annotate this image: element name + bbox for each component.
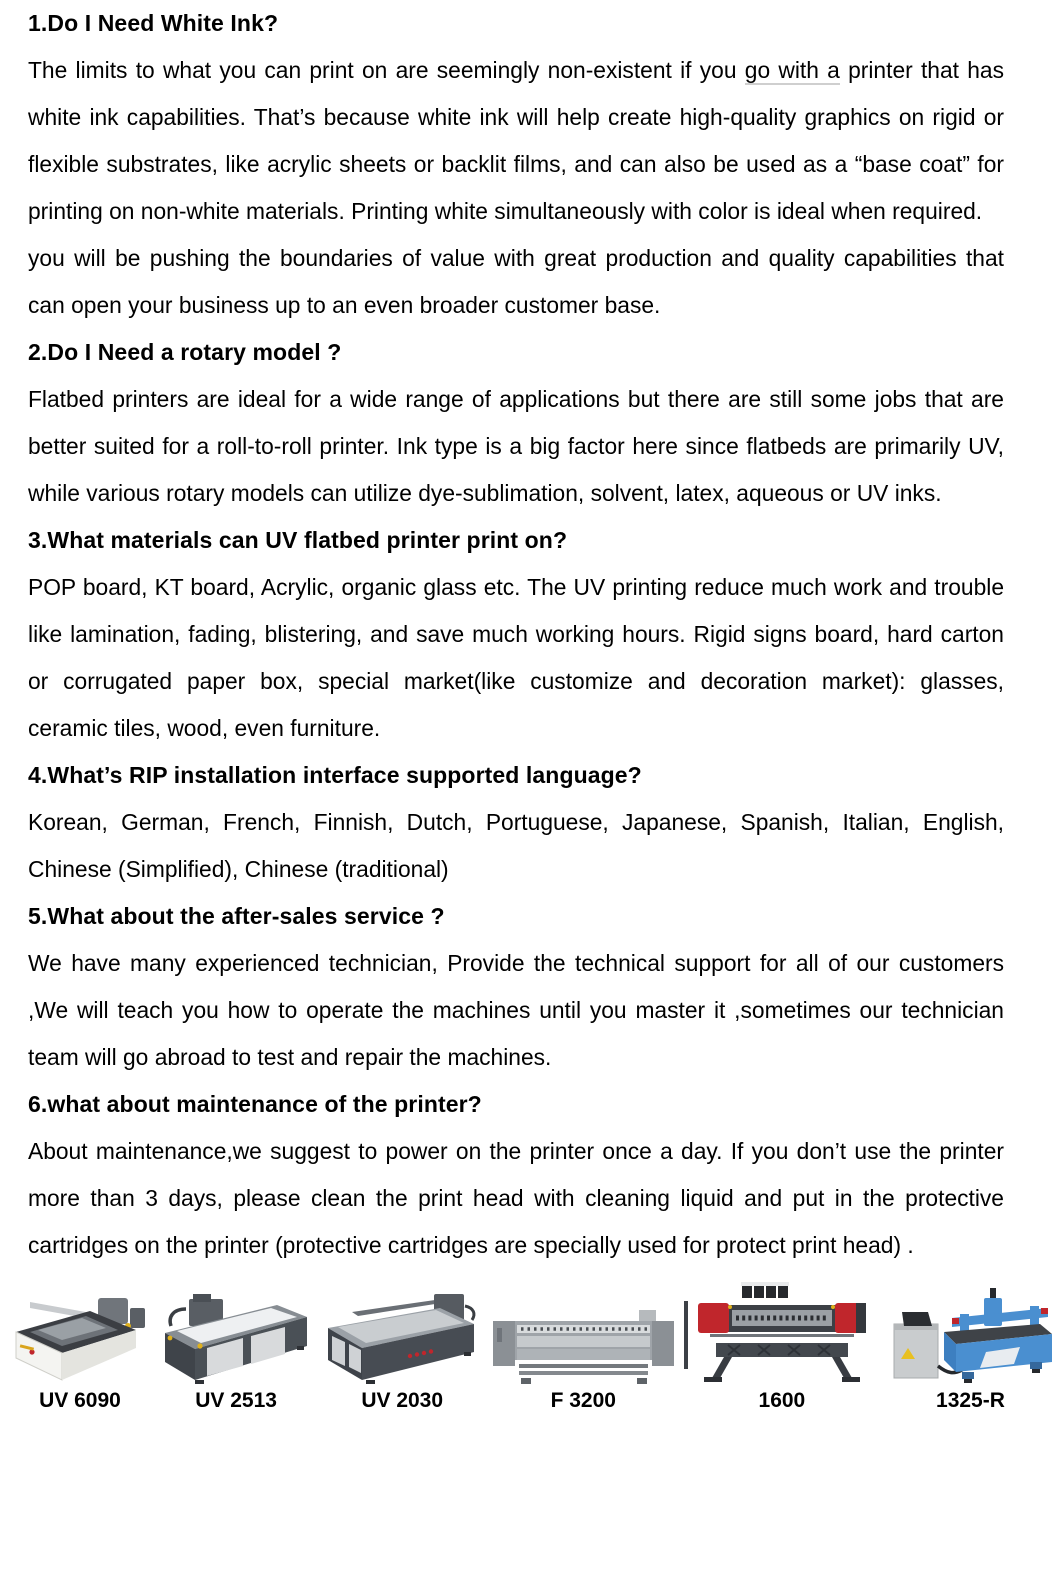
cnc-1325r-image [888, 1286, 1053, 1386]
f-3200-printer-image [491, 1308, 676, 1386]
faq-answer-6: About maintenance,we suggest to power on the printer once a day. If you don’t use the printer more than 3 days, please clean the print head with cleaning liquid and put in the protective cartridges on the printer (protective cartridges are specially used for protect print head) . [28, 1138, 1004, 1258]
underlined-phrase: go with a [744, 57, 840, 83]
product-uv-6090 [10, 1286, 150, 1412]
faq-question-5: 5.What about the after-sales service ? [28, 903, 445, 929]
product-label: 1600 [758, 1389, 806, 1412]
product-uv-2513 [159, 1291, 314, 1412]
faq-question-3: 3.What materials can UV flatbed printer print on? [28, 527, 568, 553]
product-gallery [0, 1281, 1059, 1412]
product-label: F 3200 [550, 1389, 616, 1412]
faq-question-1: 1.Do I Need White Ink? [28, 10, 279, 36]
product-f-3200 [491, 1308, 676, 1412]
product-label: 1325-R [936, 1389, 1005, 1412]
uv-6090-printer-image [10, 1286, 150, 1386]
product-uv-2030 [322, 1286, 482, 1412]
faq-answer-4: Korean, German, French, Finnish, Dutch, Portuguese, Japanese, Spanish, Italian, English, Chinese (Simplified), Chinese (traditional) [28, 809, 1004, 882]
answer-text: The limits to what you can print on are seemingly non-existent if you [28, 57, 745, 83]
printer-1600-image [684, 1281, 879, 1386]
faq-answer-5: We have many experienced technician, Provide the technical support for all of our customers ,We will teach you how to operate the machines until you master it ,sometimes our technician team will go abroad to test and repair the machines. [28, 950, 1004, 1070]
faq-question-6: 6.what about maintenance of the printer? [28, 1091, 482, 1117]
faq-answer-1b: you will be pushing the boundaries of value with great production and quality capabilities that can open your business up to an even broader customer base. [28, 245, 1004, 318]
faq-question-4: 4.What’s RIP installation interface supported language? [28, 762, 642, 788]
answer-text: printer that has white ink capabilities. That’s because white ink will help create high-quality graphics on rigid or flexible substrates, like acrylic sheets or backlit films, and can also be used as a “base coat” for printing on non-white materials. Printing white simultaneously with color is ideal when required. [28, 57, 1004, 224]
faq-answer-3: POP board, KT board, Acrylic, organic glass etc. The UV printing reduce much work and trouble like lamination, fading, blistering, and save much working hours. Rigid signs board, hard carton or corrugated paper box, special market(like customize and decoration market): glasses, ceramic tiles, wood, even furniture. [28, 574, 1004, 741]
product-label: UV 2030 [361, 1389, 444, 1412]
faq-answer-2: Flatbed printers are ideal for a wide range of applications but there are still some jobs that are better suited for a roll-to-roll printer. Ink type is a big factor here since flatbeds are primarily UV, while various rotary models can utilize dye-sublimation, solvent, latex, aqueous or UV inks. [28, 386, 1004, 506]
uv-2030-printer-image [322, 1286, 482, 1386]
uv-2513-printer-image [159, 1291, 314, 1386]
product-1325-r [888, 1286, 1053, 1412]
product-1600 [684, 1281, 879, 1412]
product-label: UV 6090 [39, 1389, 121, 1412]
faq-answer-1 [28, 47, 1004, 235]
product-label: UV 2513 [195, 1389, 277, 1412]
faq-question-2: 2.Do I Need a rotary model ? [28, 339, 342, 365]
